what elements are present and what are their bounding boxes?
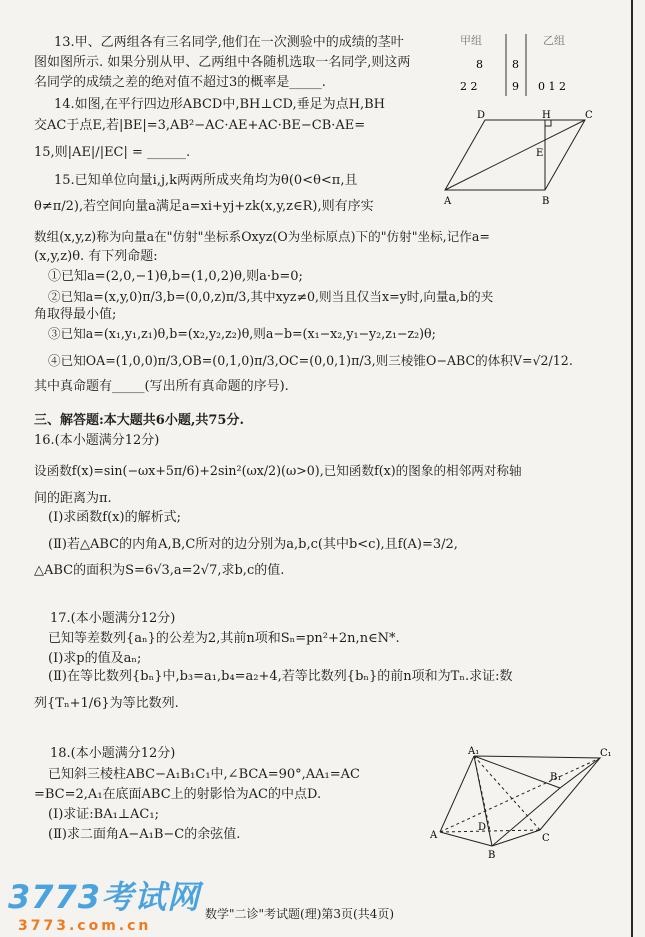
section-heading: 三、解答题:本大题共6小题,共75分. (34, 413, 244, 428)
label-B1: B₁ (550, 772, 562, 783)
q16-part2: (Ⅱ)若△ABC的内角A,B,C所对的边分别为a,b,c(其中b<c),且f(A)=3/2, (48, 537, 458, 552)
label-C-prism: C (542, 833, 550, 844)
stem-row2-left: 2 2 (460, 80, 478, 93)
q15-line1: 15.已知单位向量i,j,k两两所成夹角均为θ(0<θ<π,且 (54, 173, 358, 188)
stem-row1-stem: 8 (512, 58, 519, 71)
q16-part1: (Ⅰ)求函数f(x)的解析式; (48, 510, 181, 525)
q13-line3: 名同学的成绩之差的绝对值不超过3的概率是_____. (34, 75, 326, 90)
q18-part2: (Ⅱ)求二面角A−A₁B−C的余弦值. (48, 827, 241, 842)
q15-prop2: ②已知a=(x,y,0)π/3,b=(0,0,z)π/3,其中xyz≠0,则当且仅当x=y时,向量a,b的夹 (48, 289, 494, 304)
q16-line1: 设函数f(x)=sin(−ωx+5π/6)+2sin²(ωx/2)(ω>0),已知函数f(x)的图象的相邻两对称轴 (34, 463, 522, 478)
q13-line2: 图如图所示. 如果分别从甲、乙两组中各随机选取一名同学,则这两 (34, 55, 411, 70)
q15-prop1: ①已知a=(2,0,−1)θ,b=(1,0,2)θ,则a·b=0; (48, 269, 303, 284)
stem-row2-right: 0 1 2 (538, 80, 566, 93)
page-edge-line (631, 0, 633, 937)
stem-row2-stem: 9 (512, 80, 519, 93)
q14-line1: 14.如图,在平行四边形ABCD中,BH⊥CD,垂足为点H,BH (54, 97, 386, 112)
watermark (8, 872, 200, 934)
q15-prop2-cont: 角取得最小值; (34, 307, 117, 322)
label-E: E (536, 148, 544, 159)
q14-line3: 15,则|AE|/|EC| = ______. (34, 145, 191, 160)
q14-line2: 交AC于点E,若|BE|=3,AB²−AC·AE+AC·BE−CB·AE= (34, 118, 366, 133)
stem-row1-left: 8 (476, 58, 483, 71)
label-A1: A₁ (468, 746, 480, 757)
label-B: B (542, 196, 550, 207)
q17-part2: (Ⅱ)在等比数列{bₙ}中,b₃=a₁,b₄=a₂+4,若等比数列{bₙ}的前n项和为Tₙ.求证:数 (48, 669, 513, 684)
q15-ask: 其中真命题有_____(写出所有真命题的序号). (34, 379, 289, 394)
prism-figure (430, 748, 615, 860)
q13-line1: 13.甲、乙两组各有三名同学,他们在一次测验中的成绩的茎叶 (54, 35, 404, 50)
q17-title: 17.(本小题满分12分) (50, 611, 176, 626)
q17-line1: 已知等差数列{aₙ}的公差为2,其前n项和Sₙ=pn²+2n,n∈N*. (48, 631, 400, 646)
stem-left-header: 甲组 (460, 34, 482, 47)
page-footer: 数学"二诊"考试题(理)第3页(共4页) (205, 907, 395, 921)
stem-leaf-plot (448, 30, 623, 100)
label-B-prism: B (488, 850, 496, 861)
q16-part2-cont: △ABC的面积为S=6√3,a=2√7,求b,c的值. (34, 563, 285, 578)
label-H: H (542, 110, 551, 121)
q16-line2: 间的距离为π. (34, 491, 112, 506)
q16-title: 16.(本小题满分12分) (34, 433, 160, 448)
stem-right-header: 乙组 (543, 34, 565, 47)
watermark-logo: 3773考试网 (8, 878, 201, 916)
q17-part1: (Ⅰ)求p的值及aₙ; (48, 651, 142, 666)
q15-prop3: ③已知a=(x₁,y₁,z₁)θ,b=(x₂,y₂,z₂)θ,则a−b=(x₁−x₂,y₁−y₂,z₁−z₂)θ; (48, 326, 436, 341)
parallelogram-figure (445, 108, 595, 208)
label-A-prism: A (430, 830, 438, 841)
label-C: C (585, 110, 593, 121)
label-C1: C₁ (600, 748, 612, 759)
q18-title: 18.(本小题满分12分) (50, 746, 176, 761)
q15-line3: 数组(x,y,z)称为向量a在"仿射"坐标系Oxyz(O为坐标原点)下的"仿射"坐标,记作a= (34, 229, 490, 244)
q15-prop4: ④已知OA=(1,0,0)π/3,OB=(0,1,0)π/3,OC=(0,0,1)π/3,则三棱锥O−ABC的体积V=√2/12. (48, 353, 573, 368)
label-A: A (444, 196, 452, 207)
watermark-url: 3773.com.cn (18, 918, 152, 934)
label-D: D (477, 110, 486, 121)
q18-line1: 已知斜三棱柱ABC−A₁B₁C₁中,∠BCA=90°,AA₁=AC (48, 767, 360, 782)
q18-part1: (Ⅰ)求证:BA₁⊥AC₁; (48, 807, 159, 822)
q15-line4: (x,y,z)θ. 有下列命题: (34, 249, 158, 264)
q15-line2: θ≠π/2),若空间向量a满足a=xi+yj+zk(x,y,z∈R),则有序实 (34, 199, 374, 214)
label-D-prism: D (478, 822, 487, 833)
q17-part2-cont: 列{Tₙ+1/6}为等比数列. (34, 696, 179, 711)
q18-line2: =BC=2,A₁在底面ABC上的射影恰为AC的中点D. (34, 787, 322, 802)
